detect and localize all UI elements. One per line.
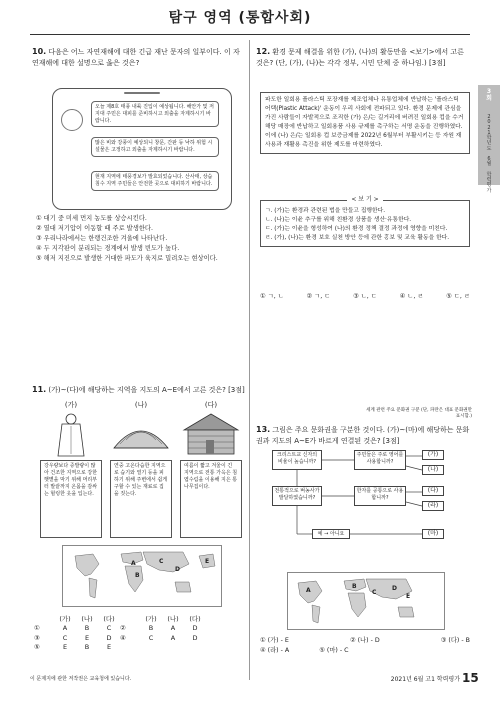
q13-note: 세계 관련 주요 문화권 구분 (단, 파란은 대표 문화권만 표시함.): [366, 408, 472, 419]
q11-number: 11.: [32, 385, 47, 394]
q11-answer-row-2[interactable]: ③ C E D ④ C A D: [34, 633, 198, 642]
header-rule: [30, 34, 470, 35]
q12-passage: 파도한 일회용 플라스틱 포장재를 제조업체나 유통업체에 반납하는 '플라스틱 어택(Plastic Attack)' 운동이 우리 사회에 전파되고 있다. 환경 문제에 관심을 가진 사람들이 자발적으로 조직한 (가) 은/는 길거리에 버려진 일회용 컵을 수거 해당 매장에 반납하고 일회용품 사용 규제를 촉구하는 서명 운동을 진행하였다. 이에 (나) 은/는 일회용 컵 보증금제를 2022년 6월부터 부활시키는 등 자원 재사용과 재활용 촉진을 위한 제도를 마련하였다.: [265, 97, 464, 148]
q12-points: [3점]: [428, 59, 446, 67]
avatar-icon: [61, 109, 83, 131]
flow-yes-no-box: 예 → 아니요: [312, 529, 350, 539]
q11-answer-row-1[interactable]: ① A B C ② B A D: [34, 624, 198, 633]
q11-fig-label-b: (나): [134, 401, 148, 409]
q12-boki-box: [260, 196, 470, 247]
q12-choice-1[interactable]: ① ㄱ, ㄴ: [260, 293, 284, 300]
q11-map-label-b: B: [135, 572, 140, 579]
q12-boki-title: < 보 기 >: [347, 196, 382, 203]
q10-choice-4[interactable]: ④ 두 지각판이 분리되는 경계에서 발생 빈도가 높다.: [36, 245, 180, 253]
q13-choice-4[interactable]: ④ (라) - A: [260, 647, 290, 655]
q13-number: 13.: [256, 425, 271, 434]
q11-points: [3점]: [228, 386, 245, 394]
q11-map-label-d: D: [175, 566, 180, 573]
q11-desc-c: 여름이 짧고 겨울이 긴 지역으로 전통 가옥은 침엽수림을 이용해 지은 통나무집이다.: [180, 460, 242, 538]
q13-choice-2[interactable]: ② (나) - D: [349, 637, 380, 644]
q13-points: [3점]: [382, 437, 400, 445]
q11-map-label-a: A: [131, 560, 136, 567]
q12-boki-a: ㄱ. (가)는 환경과 관련된 법을 만들고 집행한다.: [265, 208, 386, 214]
q12-passage-box: [260, 92, 470, 154]
q12-choice-2[interactable]: ② ㄱ, ㄷ: [306, 293, 331, 300]
q11-map-label-e: E: [205, 558, 210, 565]
page-number: 15: [462, 671, 479, 685]
q13-choice-1[interactable]: ① (가) - E: [260, 637, 289, 644]
q10-block: [32, 46, 242, 69]
flow-label-c: (다): [422, 486, 444, 496]
q13-map-label-a: A: [306, 587, 311, 594]
side-tab-text: 2 0 2 1 학 년 도 6 월 학 력 평 가: [486, 114, 492, 194]
q11-answer-row-3[interactable]: ⑤ E B E: [34, 643, 112, 652]
q12-boki-c: ㄷ. (가)는 이윤을 형성하여 (나)의 환경 정책 결정 과정에 영향을 미친다.: [265, 225, 448, 232]
q12-choice-5[interactable]: ⑤ ㄷ, ㄹ: [446, 293, 470, 300]
q12-choices: [260, 292, 470, 302]
footer-publisher: 이 문제지에 관한 저작권은 교육청에 있습니다.: [30, 676, 132, 682]
q13-block: [256, 424, 470, 447]
q12-block: [256, 46, 470, 69]
side-tab: [478, 85, 500, 194]
flow-label-e: (마): [422, 529, 444, 539]
q13-map-label-e: E: [406, 593, 411, 600]
message-bubble-2: 많은 비와 강풍이 예상되니 창문, 간판 등 낙하 위험 시설물은 고정하고 외출을 자제하시기 바랍니다.: [91, 137, 219, 157]
flow-label-d: (라): [422, 501, 444, 511]
q13-map-label-c: C: [372, 589, 377, 596]
robed-person-illustration: [40, 410, 102, 458]
flow-question-4: 한자를 공통으로 사용합니까?: [354, 486, 406, 506]
q10-number: 10.: [32, 47, 47, 56]
phone-speaker: [124, 92, 160, 94]
phone-illustration: [52, 88, 232, 210]
q11-fig-label-a: (가): [64, 401, 78, 409]
q11-map-label-c: C: [159, 558, 164, 565]
footer-exam: 2021년 6월 고1 학력평가: [390, 676, 460, 683]
q11-desc-b: 연중 고온다습한 지역으로 습기와 열기 등을 피하기 위해 주변에서 쉽게 구할 수 있는 재료로 집을 짓는다.: [110, 460, 172, 538]
column-divider: [249, 40, 250, 680]
q11-desc-a: 강우량보다 증발량이 많아 건조한 지역으로 강한 햇볕을 막기 위해 머리부터 발끝까지 온몸을 감싸는 헐렁한 옷을 입는다.: [40, 460, 102, 538]
q12-prompt: 환경 문제 해결을 위한 (가), (나)의 활동만을 <보기>에서 고른 것은? (단, (가), (나)는 각각 정부, 시민 단체 중 하나임.): [256, 48, 464, 67]
q13-choices: [260, 636, 470, 656]
q10-prompt: 다음은 어느 자연재해에 대한 긴급 재난 문자의 일부이다. 이 자연재해에 대한 설명으로 옳은 것은?: [32, 48, 240, 67]
q13-world-map: [287, 572, 445, 630]
flow-label-a: (가): [422, 450, 444, 460]
longhouse-illustration: [110, 410, 172, 458]
message-bubble-3: 현재 지역에 태풍경보가 발효되었습니다. 산사태, 상습 침수 지역 주민들은 안전한 곳으로 대피하기 바랍니다.: [91, 171, 219, 191]
q11-answer-table: (가) (나) (다) (가) (나) (다) ① A B C ② B A D ③ C E D ④ C A D ⑤ E B E: [34, 615, 244, 653]
q12-number: 12.: [256, 47, 271, 56]
q13-flowchart: [272, 448, 452, 566]
log-cabin-illustration: [180, 410, 242, 458]
side-tab-number: 3 회: [486, 88, 492, 103]
q10-choice-1[interactable]: ① 대기 중 미세 먼지 농도를 상승시킨다.: [36, 215, 147, 222]
q13-map-label-b: B: [352, 583, 357, 590]
q13-choice-3[interactable]: ③ (다) - B: [440, 637, 470, 644]
q10-choices: [36, 214, 246, 264]
message-bubble-1: 오늘 제8호 태풍 내륙 진입이 예상됩니다. 해안가 및 저지대 주민은 대피를 준비하시고 외출을 자제하시기 바랍니다.: [91, 101, 219, 127]
q12-choice-3[interactable]: ③ ㄴ, ㄷ: [353, 293, 377, 300]
q10-choice-3[interactable]: ③ 우리나라에서는 한랭건조한 겨울에 나타난다.: [36, 235, 168, 243]
flow-question-1: 크리스트교 신자의 비율이 높습니까?: [272, 450, 322, 470]
q12-boki-b: ㄴ. (나)는 이윤 추구를 위해 친환경 상품을 생산·유통한다.: [265, 216, 412, 223]
flow-label-b: (나): [422, 465, 444, 475]
q12-boki-d: ㄹ. (가), (나)는 환경 보호 실천 방안 등에 관한 홍보 및 교육 활동을 한다.: [265, 234, 450, 241]
q11-world-map: [62, 545, 222, 607]
q10-choice-2[interactable]: ② 열대 저기압이 이동할 때 주로 발생한다.: [36, 225, 153, 233]
q12-choice-4[interactable]: ④ ㄴ, ㄹ: [399, 293, 424, 300]
flow-question-3: 전통적으로 벼농사가 발달하였습니까?: [272, 486, 322, 506]
q13-map-label-d: D: [392, 585, 397, 592]
q13-choice-5[interactable]: ⑤ (마) - C: [319, 647, 349, 655]
page-title: 탐구 영역 (통합사회): [168, 10, 312, 26]
q10-choice-5[interactable]: ⑤ 해저 지진으로 발생한 거대한 파도가 육지로 밀려오는 현상이다.: [36, 255, 218, 263]
q11-fig-label-c: (다): [204, 401, 218, 409]
flow-question-2: 주민들은 주로 영어를 사용합니까?: [354, 450, 406, 470]
q13-prompt: 그림은 주요 문화권을 구분한 것이다. (가)~(마)에 해당하는 문화권과 지도의 A~E가 바르게 연결된 것은?: [256, 426, 470, 445]
q11-prompt: (가)~(다)에 해당하는 지역을 지도의 A~E에서 고른 것은?: [48, 386, 226, 394]
q11-block: [32, 384, 247, 396]
